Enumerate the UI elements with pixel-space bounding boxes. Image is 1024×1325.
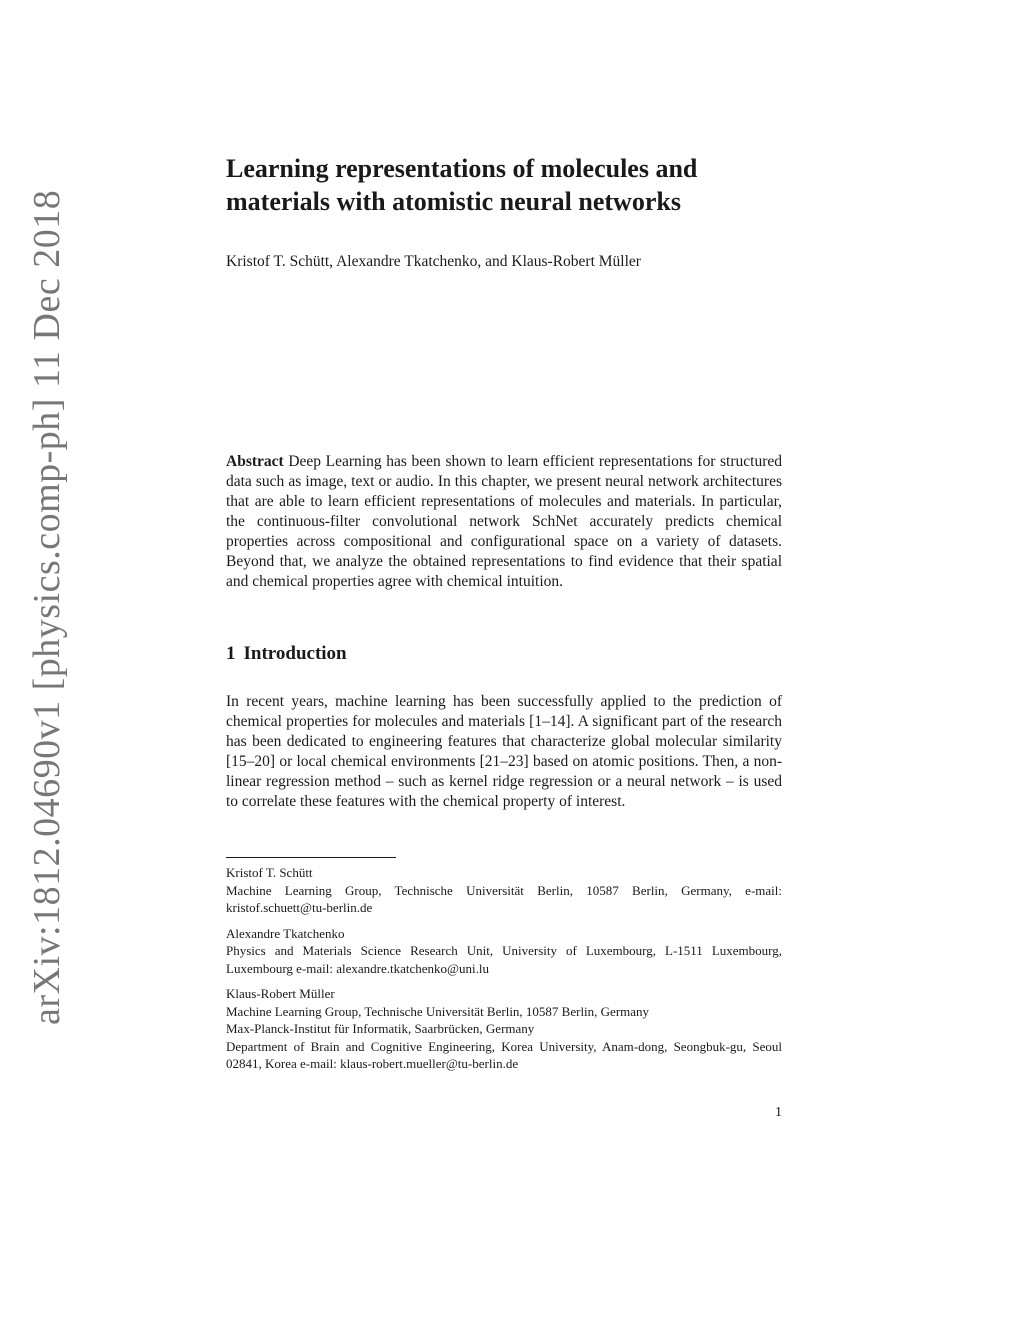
section-title: Introduction xyxy=(243,643,347,664)
affiliation-block xyxy=(226,864,782,917)
affiliation-block xyxy=(226,985,782,1073)
abstract xyxy=(226,452,782,592)
introduction-paragraph: In recent years, machine learning has been successfully applied to the prediction of chemical properties for molecules and materials [1–14]. A significant part of the research has been dedicated to engineering features that characterize global molecular similarity [15–20] or local chemical environments [21–23] based on atomic positions. Then, a non-linear regression method – such as kernel ridge regression or a neural network – is used to correlate these features with the chemical property of interest. xyxy=(226,693,782,810)
affiliation-author-name: Alexandre Tkatchenko xyxy=(226,925,345,941)
section-number: 1 xyxy=(226,643,236,664)
affiliation-author-name: Klaus-Robert Müller xyxy=(226,986,335,1001)
footnote-divider xyxy=(226,857,396,858)
section-heading xyxy=(226,642,347,666)
page-number: 1 xyxy=(775,1105,782,1120)
paper-title: Learning representations of molecules and materials with atomistic neural networks xyxy=(226,154,698,216)
affiliation-line: Max-Planck-Institut für Informatik, Saarbrücken, Germany xyxy=(226,1021,535,1036)
arxiv-identifier-stamp: arXiv:1812.04690v1 [physics.comp-ph] 11 Dec 2018 xyxy=(26,189,68,1025)
affiliation-line: Machine Learning Group, Technische Universität Berlin, 10587 Berlin, Germany xyxy=(226,1003,650,1019)
affiliations-footnote xyxy=(226,864,782,1081)
affiliation-author-name: Kristof T. Schütt xyxy=(226,865,313,880)
abstract-label: Abstract xyxy=(226,453,284,470)
affiliation-line: Machine Learning Group, Technische Universität Berlin, 10587 Berlin, Germany, e-mail: kristof.schuett@tu-berlin.de xyxy=(226,882,782,915)
affiliation-block xyxy=(226,925,782,978)
affiliation-line: Department of Brain and Cognitive Engineering, Korea University, Anam-dong, Seongbuk-gu, Seoul 02841, Korea e-mail: klaus-robert.mueller@tu-berlin.de xyxy=(226,1038,782,1071)
affiliation-line: Physics and Materials Science Research Unit, University of Luxembourg, L-1511 Luxembourg, Luxembourg e-mail: alexandre.tkatchenko@uni.lu xyxy=(226,943,782,976)
abstract-text: Deep Learning has been shown to learn efficient representations for structured data such as image, text or audio. In this chapter, we present neural network architectures that are able to learn efficient representations of molecules and materials. In particular, the continuous-filter convolutional network SchNet accurately predicts chemical properties across compositional and configurational space on a variety of datasets. Beyond that, we analyze the obtained representations to find evidence that their spatial and chemical properties agree with chemical intuition. xyxy=(226,453,782,590)
author-list: Kristof T. Schütt, Alexandre Tkatchenko, and Klaus-Robert Müller xyxy=(226,253,641,270)
